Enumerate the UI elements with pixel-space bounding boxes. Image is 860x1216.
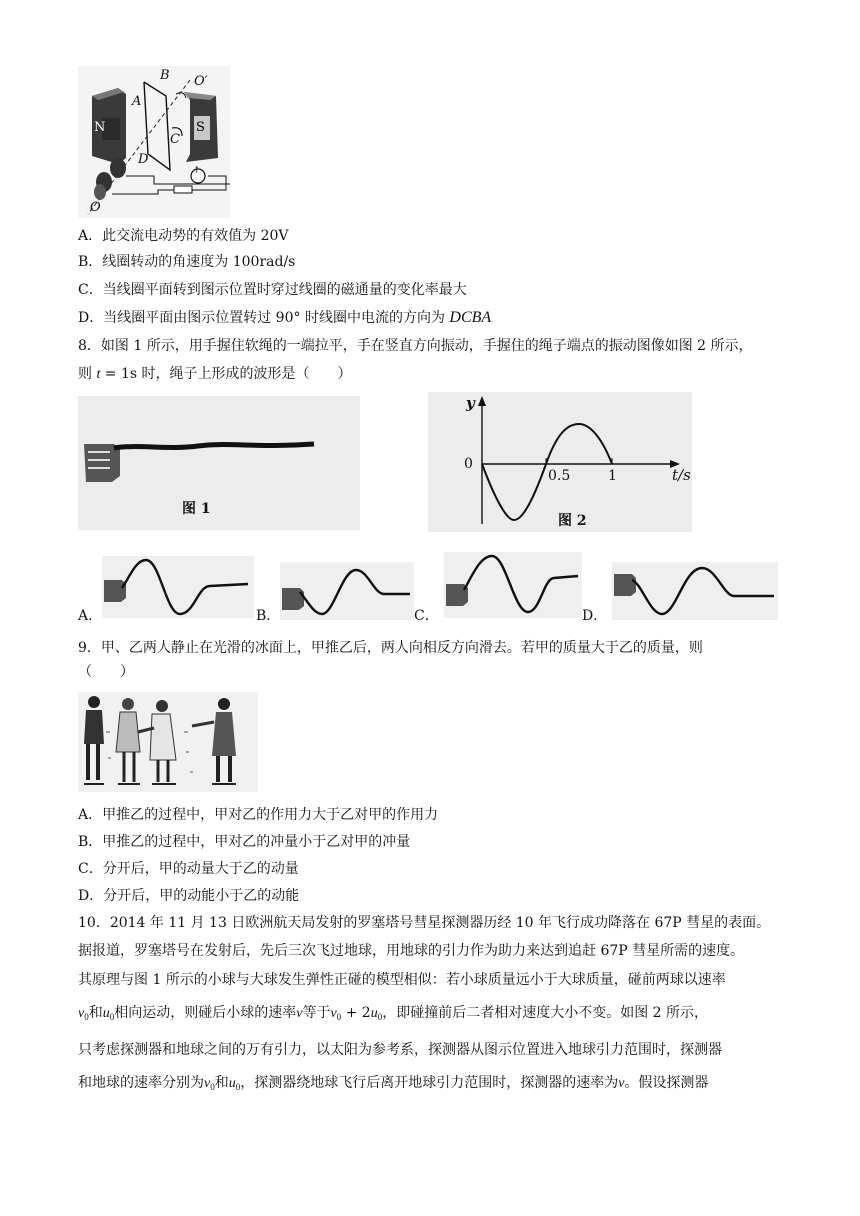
sym-v0 <box>204 1076 215 1091</box>
q9-option-d <box>78 886 299 906</box>
q9-option-b <box>78 832 410 852</box>
plus: + 2 <box>341 1005 371 1021</box>
sym: v <box>78 1006 85 1021</box>
option-letter: A． <box>78 807 103 823</box>
sym-u0 <box>229 1076 241 1091</box>
q8-stem-line1: 8．如图 1 所示，用手握住软绳的一端拉平，手在竖直方向振动，手握住的绳子端点的振动图像如图 2 所示， <box>78 338 753 354</box>
option-letter: D． <box>78 888 104 904</box>
fig2-caption: 图 2 <box>558 513 587 529</box>
fig2-tick-0-5: 0.5 <box>548 468 571 484</box>
label-D: D <box>138 152 149 167</box>
stem-text: 时，绳子上形成的波形是（ ） <box>137 366 352 382</box>
q8-option-b-letter: B． <box>256 608 281 624</box>
q10-line2: 据报道，罗塞塔号在发射后，先后三次飞过地球，用地球的引力作为助力来达到追赶 67P 彗星所需的速度。 <box>78 943 745 959</box>
sub: 0 <box>336 1012 342 1022</box>
q9-option-a <box>78 805 438 825</box>
q8-option-d-figure <box>612 562 778 620</box>
text: 等于 <box>302 1005 331 1021</box>
q9-option-c <box>78 859 299 879</box>
q10-line4 <box>78 1003 708 1027</box>
q9-stem-line2: （ ） <box>78 664 134 680</box>
q8-option-b-figure <box>280 562 414 620</box>
option-letter: C． <box>78 282 103 298</box>
stem-text: 则 <box>78 366 97 382</box>
option-letter: B． <box>78 834 103 850</box>
sub: 0 <box>235 1082 241 1092</box>
fig2-tick-1: 1 <box>608 468 617 484</box>
fig2-x-label: t/s <box>672 466 691 484</box>
option-text: 此交流电动势的有效值为 20V <box>102 228 289 244</box>
generator-figure <box>78 66 230 218</box>
option-letter: B． <box>78 254 103 270</box>
text: 相向运动，则碰后小球的速率 <box>114 1005 297 1021</box>
text: 和地球的速率分别为 <box>78 1075 204 1091</box>
option-text: 当线圈平面由图示位置转过 90° 时线圈中电流的方向为 <box>103 310 450 326</box>
sym: u <box>228 1076 236 1091</box>
q7-option-c <box>78 280 467 300</box>
sym-v0 <box>330 1006 341 1021</box>
option-letter: A． <box>78 228 103 244</box>
sym-u0 <box>103 1006 115 1021</box>
label-B: B <box>160 68 170 83</box>
label-S: S <box>196 120 205 135</box>
stem-math-eq: = 1s <box>100 366 138 382</box>
sub: 0 <box>377 1012 383 1022</box>
q8-option-c-figure <box>444 552 582 618</box>
text: ，即碰撞前后二者相对速度大小不变。如图 2 所示， <box>382 1005 709 1021</box>
q10-line3: 其原理与图 1 所示的小球与大球发生弹性正碰的模型相似：若小球质量远小于大球质量，碰前两球以速率 <box>78 972 726 988</box>
option-text: 当线圈平面转到图示位置时穿过线圈的磁通量的变化率最大 <box>102 282 467 298</box>
sym: v <box>330 1006 337 1021</box>
q10-line6 <box>78 1073 708 1097</box>
option-letter: D． <box>78 310 104 326</box>
meter-symbol: ↑ <box>193 166 201 176</box>
label-O: O <box>90 200 101 215</box>
option-math: DCBA <box>449 309 492 326</box>
q7-option-b <box>78 252 295 272</box>
text: 和 <box>214 1075 229 1091</box>
text: 。假设探测器 <box>624 1075 709 1091</box>
fig2-y-label: y <box>466 394 475 412</box>
q8-option-a-figure <box>102 556 254 618</box>
sym-u0 <box>371 1006 383 1021</box>
q9-skaters-figure <box>78 692 258 792</box>
sub: 0 <box>210 1082 215 1092</box>
q9-stem-line1: 9．甲、乙两人静止在光滑的冰面上，甲推乙后，两人向相反方向滑去。若甲的质量大于乙的质量，则 <box>78 640 703 656</box>
sym-v0 <box>78 1006 89 1021</box>
q10-line5: 只考虑探测器和地球之间的万有引力，以太阳为参考系，探测器从图示位置进入地球引力范围时，探测器 <box>78 1042 722 1058</box>
q10-line1: 10．2014 年 11 月 13 日欧洲航天局发射的罗塞塔号彗星探测器历经 10 年飞行成功降落在 67P 彗星的表面。 <box>78 915 771 931</box>
option-text: 甲推乙的过程中，甲对乙的冲量小于乙对甲的冲量 <box>102 834 411 850</box>
sym: v <box>204 1076 211 1091</box>
q8-figure-2 <box>428 392 692 532</box>
label-A: A <box>132 94 142 109</box>
stem-math: t <box>96 367 101 382</box>
sym: u <box>102 1006 110 1021</box>
q7-option-d <box>78 308 491 328</box>
label-C: C <box>170 132 180 147</box>
sym: u <box>370 1006 378 1021</box>
sym-v: v <box>296 1006 303 1021</box>
option-letter: C． <box>78 861 103 877</box>
q8-option-a-letter: A． <box>78 608 103 624</box>
q8-stem-line2 <box>78 364 352 385</box>
fig2-origin-label: 0 <box>464 456 473 472</box>
q8-figure-1 <box>78 396 360 530</box>
fig1-caption: 图 1 <box>182 501 211 517</box>
sub: 0 <box>109 1012 115 1022</box>
q8-option-c-letter: C． <box>414 608 439 624</box>
label-O-prime: O′ <box>194 74 208 89</box>
sym-v: v <box>618 1076 625 1091</box>
q7-option-a <box>78 226 289 246</box>
q8-option-d-letter: D． <box>582 608 608 624</box>
option-text: 甲推乙的过程中，甲对乙的作用力大于乙对甲的作用力 <box>102 807 439 823</box>
label-N: N <box>94 120 106 135</box>
option-text: 分开后，甲的动能小于乙的动能 <box>103 888 300 904</box>
text: 和 <box>88 1005 103 1021</box>
text: ，探测器绕地球飞行后离开地球引力范围时，探测器的速率为 <box>240 1075 619 1091</box>
option-text: 分开后，甲的动量大于乙的动量 <box>102 861 299 877</box>
option-text: 线圈转动的角速度为 100rad/s <box>102 254 296 270</box>
sub: 0 <box>84 1012 89 1022</box>
